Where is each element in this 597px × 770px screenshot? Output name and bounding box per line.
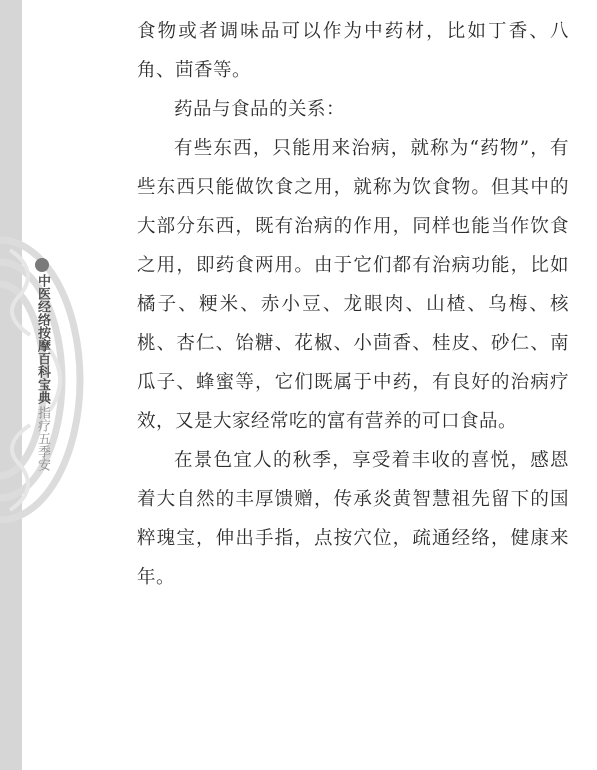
book-subtitle: 指疗五季安 <box>35 406 50 471</box>
paragraph-4: 在景色宜人的秋季，享受着丰收的喜悦，感恩着大自然的丰厚馈赠，传承炎黄智慧祖先留下的国粹瑰宝，伸出手指，点按穴位，疏通经络，健康来年。 <box>137 450 569 588</box>
margin-band <box>0 0 22 770</box>
paragraph-1: 食物或者调味品可以作为中药材，比如丁香、八角、茴香等。 <box>137 21 569 81</box>
side-book-title <box>31 258 53 471</box>
book-title: 中医经络按摩百科宝典 <box>35 274 50 404</box>
body-text <box>137 12 569 597</box>
paragraph-3: 有些东西，只能用来治病，就称为“药物”，有些东西只能做饮食之用，就称为饮食物。但其中的大部分东西，既有治病的作用，同样也能当作饮食之用，即药食两用。由于它们都有治病功能，比如橘子、粳米、赤小豆、龙眼肉、山楂、乌梅、核桃、杏仁、饴糖、花椒、小茴香、桂皮、砂仁、南瓜子、蜂蜜等，它们既属于中药，有良好的治病疗效，又是大家经常吃的富有营养的可口食品。 <box>137 138 569 432</box>
seal-icon <box>35 258 49 272</box>
paragraph-2: 药品与食品的关系： <box>174 99 346 120</box>
